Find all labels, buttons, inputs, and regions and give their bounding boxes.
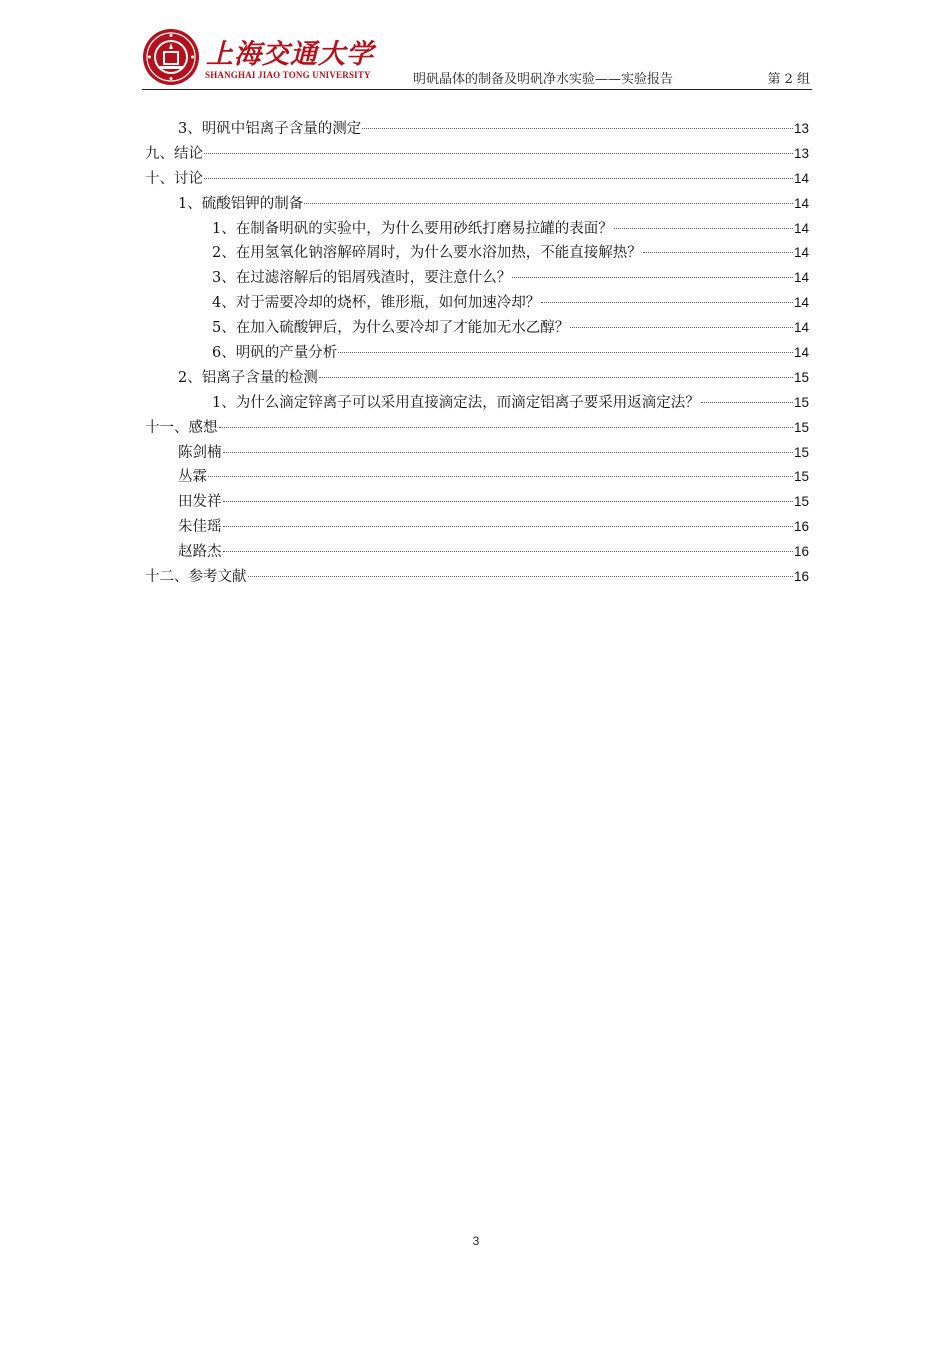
toc-entry[interactable] [145, 217, 809, 242]
toc-entry-page: 15 [793, 369, 809, 385]
toc-entry-title: 4、对于需要冷却的烧杯，锥形瓶，如何加速冷却？ [212, 295, 541, 312]
toc-entry-page: 14 [793, 170, 809, 186]
toc-entry[interactable] [145, 266, 809, 291]
toc-entry-page: 13 [793, 145, 809, 161]
toc-entry-page: 15 [793, 494, 809, 510]
toc-dot-leader [319, 377, 793, 378]
toc-entry[interactable] [145, 142, 809, 167]
toc-entry-title: 赵路杰 [178, 544, 222, 561]
toc-dot-leader [512, 277, 793, 278]
toc-entry-title: 丛霖 [178, 469, 207, 486]
table-of-contents [145, 117, 809, 590]
page-number: 3 [472, 1234, 480, 1248]
toc-dot-leader [304, 203, 793, 204]
toc-dot-leader [223, 526, 793, 527]
toc-dot-leader [614, 228, 793, 229]
toc-dot-leader [204, 153, 793, 154]
toc-dot-leader [219, 427, 793, 428]
toc-dot-leader [248, 576, 793, 577]
toc-entry-title: 田发祥 [178, 494, 222, 511]
toc-entry[interactable] [145, 241, 809, 266]
toc-entry[interactable] [145, 167, 809, 192]
toc-entry-page: 14 [793, 245, 809, 261]
toc-entry-title: 十、讨论 [145, 170, 203, 187]
university-seal-icon [142, 28, 200, 86]
toc-entry[interactable] [145, 316, 809, 341]
toc-entry-title: 1、硫酸铝钾的制备 [178, 195, 304, 212]
toc-entry-title: 朱佳瑶 [178, 519, 222, 536]
toc-entry[interactable] [145, 515, 809, 540]
toc-entry-title: 1、为什么滴定锌离子可以采用直接滴定法，而滴定铝离子要采用返滴定法？ [212, 394, 700, 411]
toc-entry-title: 十二、参考文献 [145, 569, 247, 586]
toc-entry-page: 14 [793, 320, 809, 336]
toc-entry-page: 14 [793, 270, 809, 286]
toc-dot-leader [643, 252, 793, 253]
toc-entry-title: 3、在过滤溶解后的铝屑残渣时，要注意什么？ [212, 270, 512, 287]
toc-entry-page: 13 [793, 121, 809, 136]
report-title: 明矾晶体的制备及明矾净水实验——实验报告 [413, 72, 674, 87]
toc-entry-page: 14 [793, 195, 809, 211]
toc-entry[interactable] [145, 441, 809, 466]
group-label: 第 2 组 [767, 72, 810, 87]
toc-entry-title: 陈剑楠 [178, 444, 222, 461]
toc-dot-leader [223, 551, 793, 552]
toc-entry[interactable] [145, 391, 809, 416]
toc-dot-leader [338, 352, 793, 353]
toc-entry-page: 16 [793, 569, 809, 585]
toc-dot-leader [570, 327, 793, 328]
toc-entry[interactable] [145, 416, 809, 441]
toc-entry-page: 14 [793, 345, 809, 361]
toc-entry-page: 15 [793, 419, 809, 435]
toc-entry-page: 14 [793, 295, 809, 311]
toc-entry-title: 2、铝离子含量的检测 [178, 369, 318, 386]
toc-entry[interactable] [145, 465, 809, 490]
toc-entry[interactable] [145, 117, 809, 142]
toc-entry[interactable] [145, 565, 809, 590]
toc-dot-leader [223, 452, 793, 453]
toc-dot-leader [541, 302, 793, 303]
toc-dot-leader [701, 402, 793, 403]
toc-dot-leader [362, 128, 793, 129]
toc-entry-title: 九、结论 [145, 145, 203, 162]
toc-entry[interactable] [145, 291, 809, 316]
toc-dot-leader [208, 476, 793, 477]
toc-entry[interactable] [145, 192, 809, 217]
toc-entry[interactable] [145, 540, 809, 565]
toc-entry-page: 15 [793, 469, 809, 485]
toc-entry-page: 14 [793, 220, 809, 236]
toc-entry-title: 十一、感想 [145, 419, 218, 436]
toc-entry-page: 15 [793, 444, 809, 460]
toc-entry-title: 2、在用氢氧化钠溶解碎屑时，为什么要水浴加热，不能直接解热？ [212, 245, 642, 262]
toc-entry[interactable] [145, 490, 809, 515]
toc-entry-title: 5、在加入硫酸钾后，为什么要冷却了才能加无水乙醇？ [212, 320, 570, 337]
university-name-en: SHANGHAI JIAO TONG UNIVERSITY [205, 70, 371, 80]
toc-entry-title: 3、明矾中铝离子含量的测定 [178, 121, 362, 137]
toc-entry[interactable] [145, 341, 809, 366]
university-name-cn: 上海交通大学 [206, 39, 374, 70]
toc-entry[interactable] [145, 366, 809, 391]
toc-entry-page: 15 [793, 394, 809, 410]
toc-entry-page: 16 [793, 544, 809, 560]
toc-entry-title: 1、在制备明矾的实验中，为什么要用砂纸打磨易拉罐的表面？ [212, 220, 613, 237]
toc-entry-page: 16 [793, 519, 809, 535]
page-header [142, 26, 812, 90]
toc-entry-title: 6、明矾的产量分析 [212, 345, 338, 362]
toc-dot-leader [204, 178, 793, 179]
toc-dot-leader [223, 501, 793, 502]
